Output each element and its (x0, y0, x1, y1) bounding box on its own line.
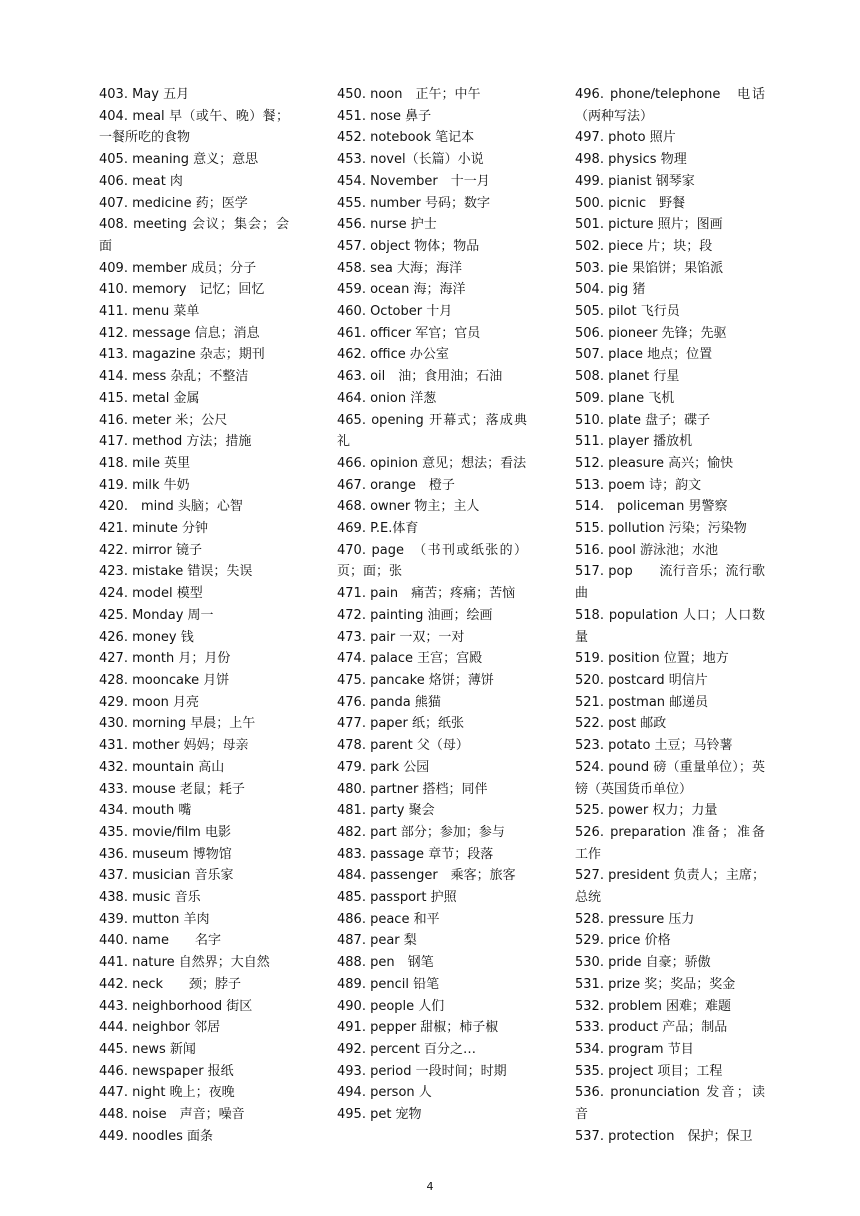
vocab-entry: 412. message 信息；消息 (99, 325, 260, 341)
vocab-entry: 448. noise 声音；噪音 (99, 1107, 245, 1123)
vocab-entry: 535. project 项目；工程 (575, 1063, 723, 1079)
vocab-entry: 421. minute 分钟 (99, 521, 209, 537)
vocab-entry: 440. name 名字 (99, 933, 221, 949)
vocab-entry: 406. meat 肉 (99, 173, 183, 189)
vocab-entry: 413. magazine 杂志；期刊 (99, 347, 265, 363)
vocab-entry: 530. pride 自豪；骄傲 (575, 955, 711, 971)
vocab-entry: 486. peace 和平 (337, 911, 440, 927)
vocab-entry: 465. opening 开幕式；落成典礼 (337, 412, 527, 450)
vocab-column-2 (337, 84, 527, 1126)
vocab-entry: 487. pear 梨 (337, 933, 417, 949)
vocab-entry: 527. president 负责人；主席；总统 (575, 868, 765, 906)
vocab-entry: 468. owner 物主；主人 (337, 499, 480, 515)
vocab-entry: 481. party 聚会 (337, 803, 435, 819)
vocab-entry: 534. program 节目 (575, 1041, 694, 1057)
vocab-entry: 464. onion 洋葱 (337, 390, 437, 406)
vocab-entry: 476. panda 熊猫 (337, 694, 441, 710)
vocab-entry: 469. P.E.体育 (337, 521, 419, 537)
vocab-entry: 532. problem 困难；难题 (575, 998, 732, 1014)
vocab-entry: 499. pianist 钢琴家 (575, 173, 695, 189)
vocab-entry: 457. object 物体；物品 (337, 238, 480, 254)
vocab-entry: 425. Monday 周一 (99, 607, 214, 623)
vocab-entry: 431. mother 妈妈；母亲 (99, 738, 249, 754)
vocab-entry: 472. painting 油画；绘画 (337, 607, 493, 623)
vocab-entry: 458. sea 大海；海洋 (337, 260, 462, 276)
vocab-entry: 471. pain 痛苦；疼痛；苦恼 (337, 586, 516, 602)
vocab-entry: 473. pair 一双；一对 (337, 629, 465, 645)
vocab-entry: 417. method 方法；措施 (99, 434, 252, 450)
vocab-entry: 512. pleasure 高兴；愉快 (575, 455, 734, 471)
vocab-column-3 (575, 84, 765, 1147)
vocab-entry: 516. pool 游泳池；水池 (575, 542, 718, 558)
vocab-entry: 463. oil 油；食用油；石油 (337, 369, 503, 385)
vocab-entry: 518. population 人口；人口数量 (575, 607, 765, 645)
vocab-column-1 (99, 84, 289, 1147)
vocab-entry: 404. meal 早（或午、晚）餐；一餐所吃的食物 (99, 108, 289, 146)
vocab-entry: 451. nose 鼻子 (337, 108, 432, 124)
vocab-entry: 526. preparation 准备；准备工作 (575, 824, 765, 862)
vocab-entry: 420. mind 头脑；心智 (99, 499, 243, 515)
vocab-entry: 419. milk 牛奶 (99, 477, 190, 493)
vocab-entry: 418. mile 英里 (99, 455, 191, 471)
vocab-entry: 493. period 一段时间；时期 (337, 1063, 507, 1079)
vocab-entry: 410. memory 记忆；回忆 (99, 282, 265, 298)
vocab-entry: 455. number 号码；数字 (337, 195, 490, 211)
vocab-entry: 414. mess 杂乱；不整洁 (99, 369, 249, 385)
vocab-entry: 489. pencil 铅笔 (337, 976, 440, 992)
vocab-entry: 515. pollution 污染；污染物 (575, 521, 747, 537)
vocab-entry: 432. mountain 高山 (99, 759, 225, 775)
vocab-entry: 449. noodles 面条 (99, 1128, 213, 1144)
vocab-entry: 460. October 十月 (337, 304, 453, 320)
vocab-entry: 495. pet 宠物 (337, 1107, 422, 1123)
vocab-entry: 478. parent 父（母） (337, 738, 469, 754)
vocab-entry: 480. partner 搭档；同伴 (337, 781, 488, 797)
vocab-entry: 523. potato 土豆；马铃薯 (575, 738, 733, 754)
vocab-entry: 470. page （书刊或纸张的）页；面；张 (337, 542, 527, 580)
vocab-entry: 445. news 新闻 (99, 1041, 196, 1057)
vocab-entry: 430. morning 早晨；上午 (99, 716, 256, 732)
vocab-entry: 442. neck 颈；脖子 (99, 976, 241, 992)
vocab-entry: 533. product 产品；制品 (575, 1020, 728, 1036)
vocab-entry: 497. photo 照片 (575, 130, 676, 146)
vocab-entry: 415. metal 金属 (99, 390, 200, 406)
vocab-entry: 474. palace 王宫；宫殿 (337, 651, 483, 667)
vocab-entry: 496. phone/telephone 电话（两种写法） (575, 87, 765, 124)
vocab-entry: 508. planet 行星 (575, 369, 680, 385)
vocab-entry: 520. postcard 明信片 (575, 672, 708, 688)
vocab-entry: 446. newspaper 报纸 (99, 1063, 234, 1079)
vocab-entry: 521. postman 邮递员 (575, 694, 709, 710)
vocab-entry: 408. meeting 会议；集会；会面 (99, 217, 289, 254)
vocab-entry: 427. month 月；月份 (99, 651, 231, 667)
vocab-entry: 537. protection 保护；保卫 (575, 1128, 753, 1144)
page-number: 4 (426, 1180, 434, 1193)
vocab-entry: 444. neighbor 邻居 (99, 1020, 221, 1036)
vocab-entry: 528. pressure 压力 (575, 911, 695, 927)
vocab-entry: 509. plane 飞机 (575, 390, 675, 406)
vocab-entry: 479. park 公园 (337, 759, 430, 775)
vocab-entry: 437. musician 音乐家 (99, 868, 234, 884)
vocab-entry: 475. pancake 烙饼；薄饼 (337, 672, 494, 688)
vocab-entry: 424. model 模型 (99, 586, 203, 602)
vocab-entry: 438. music 音乐 (99, 890, 201, 906)
vocab-entry: 439. mutton 羊肉 (99, 911, 210, 927)
vocab-entry: 506. pioneer 先锋；先驱 (575, 325, 727, 341)
vocab-entry: 492. percent 百分之… (337, 1041, 477, 1057)
vocab-entry: 483. passage 章节；段落 (337, 846, 494, 862)
vocab-entry: 477. paper 纸；纸张 (337, 716, 465, 732)
vocab-entry: 500. picnic 野餐 (575, 195, 686, 211)
vocab-entry: 422. mirror 镜子 (99, 542, 202, 558)
vocab-entry: 423. mistake 错误；失误 (99, 564, 253, 580)
vocab-entry: 517. pop 流行音乐；流行歌曲 (575, 564, 765, 602)
vocab-entry: 456. nurse 护士 (337, 217, 437, 233)
vocab-entry: 514. policeman 男警察 (575, 499, 728, 515)
vocab-entry: 467. orange 橙子 (337, 477, 455, 493)
vocab-entry: 426. money 钱 (99, 629, 194, 645)
vocab-entry: 531. prize 奖；奖品；奖金 (575, 976, 736, 992)
vocab-entry: 461. officer 军官；官员 (337, 325, 481, 341)
vocab-entry: 525. power 权力；力量 (575, 803, 718, 819)
vocab-entry: 488. pen 钢笔 (337, 955, 434, 971)
vocab-entry: 405. meaning 意义；意思 (99, 152, 259, 168)
vocab-entry: 416. meter 米；公尺 (99, 412, 228, 428)
vocab-entry: 411. menu 菜单 (99, 304, 200, 320)
vocab-entry: 482. part 部分；参加；参与 (337, 824, 505, 840)
vocab-entry: 428. mooncake 月饼 (99, 672, 230, 688)
vocab-entry: 450. noon 正午；中午 (337, 87, 481, 102)
vocab-entry: 436. museum 博物馆 (99, 846, 232, 862)
vocab-entry: 447. night 晚上；夜晚 (99, 1085, 235, 1101)
vocab-entry: 529. price 价格 (575, 933, 671, 949)
vocab-entry: 484. passenger 乘客；旅客 (337, 868, 516, 884)
vocab-entry: 513. poem 诗；韵文 (575, 477, 702, 493)
vocab-entry: 503. pie 果馅饼；果馅派 (575, 260, 724, 276)
vocab-entry: 494. person 人 (337, 1085, 432, 1101)
vocab-entry: 501. picture 照片；图画 (575, 217, 723, 233)
vocab-entry: 435. movie/film 电影 (99, 824, 231, 840)
vocab-entry: 433. mouse 老鼠；耗子 (99, 781, 245, 797)
vocab-entry: 466. opinion 意见；想法；看法 (337, 455, 527, 471)
vocab-entry: 498. physics 物理 (575, 152, 687, 168)
vocab-entry: 504. pig 猪 (575, 282, 646, 298)
vocab-entry: 453. novel（长篇）小说 (337, 152, 484, 168)
vocab-entry: 434. mouth 嘴 (99, 803, 192, 819)
vocab-entry: 443. neighborhood 街区 (99, 998, 253, 1014)
vocab-entry: 490. people 人们 (337, 998, 445, 1014)
vocab-entry: 502. piece 片；块；段 (575, 238, 713, 254)
vocab-entry: 429. moon 月亮 (99, 694, 200, 710)
vocab-entry: 524. pound 磅（重量单位）；英镑（英国货币单位） (575, 759, 765, 797)
vocab-entry: 519. position 位置；地方 (575, 651, 729, 667)
vocab-entry: 454. November 十一月 (337, 173, 490, 189)
vocab-entry: 511. player 播放机 (575, 434, 693, 450)
vocab-entry: 462. office 办公室 (337, 347, 449, 363)
vocab-entry: 485. passport 护照 (337, 890, 457, 906)
vocab-entry: 409. member 成员；分子 (99, 260, 257, 276)
vocab-entry: 522. post 邮政 (575, 716, 667, 732)
vocab-entry: 536. pronunciation 发音；读音 (575, 1085, 765, 1123)
vocab-entry: 407. medicine 药；医学 (99, 195, 248, 211)
vocab-entry: 452. notebook 笔记本 (337, 130, 475, 146)
vocab-entry: 459. ocean 海；海洋 (337, 282, 466, 298)
vocab-entry: 505. pilot 飞行员 (575, 304, 680, 320)
vocab-entry: 507. place 地点；位置 (575, 347, 713, 363)
vocab-entry: 491. pepper 甜椒；柿子椒 (337, 1020, 499, 1036)
vocab-entry: 510. plate 盘子；碟子 (575, 412, 711, 428)
vocab-entry: 403. May 五月 (99, 87, 190, 102)
vocab-entry: 441. nature 自然界；大自然 (99, 955, 270, 971)
